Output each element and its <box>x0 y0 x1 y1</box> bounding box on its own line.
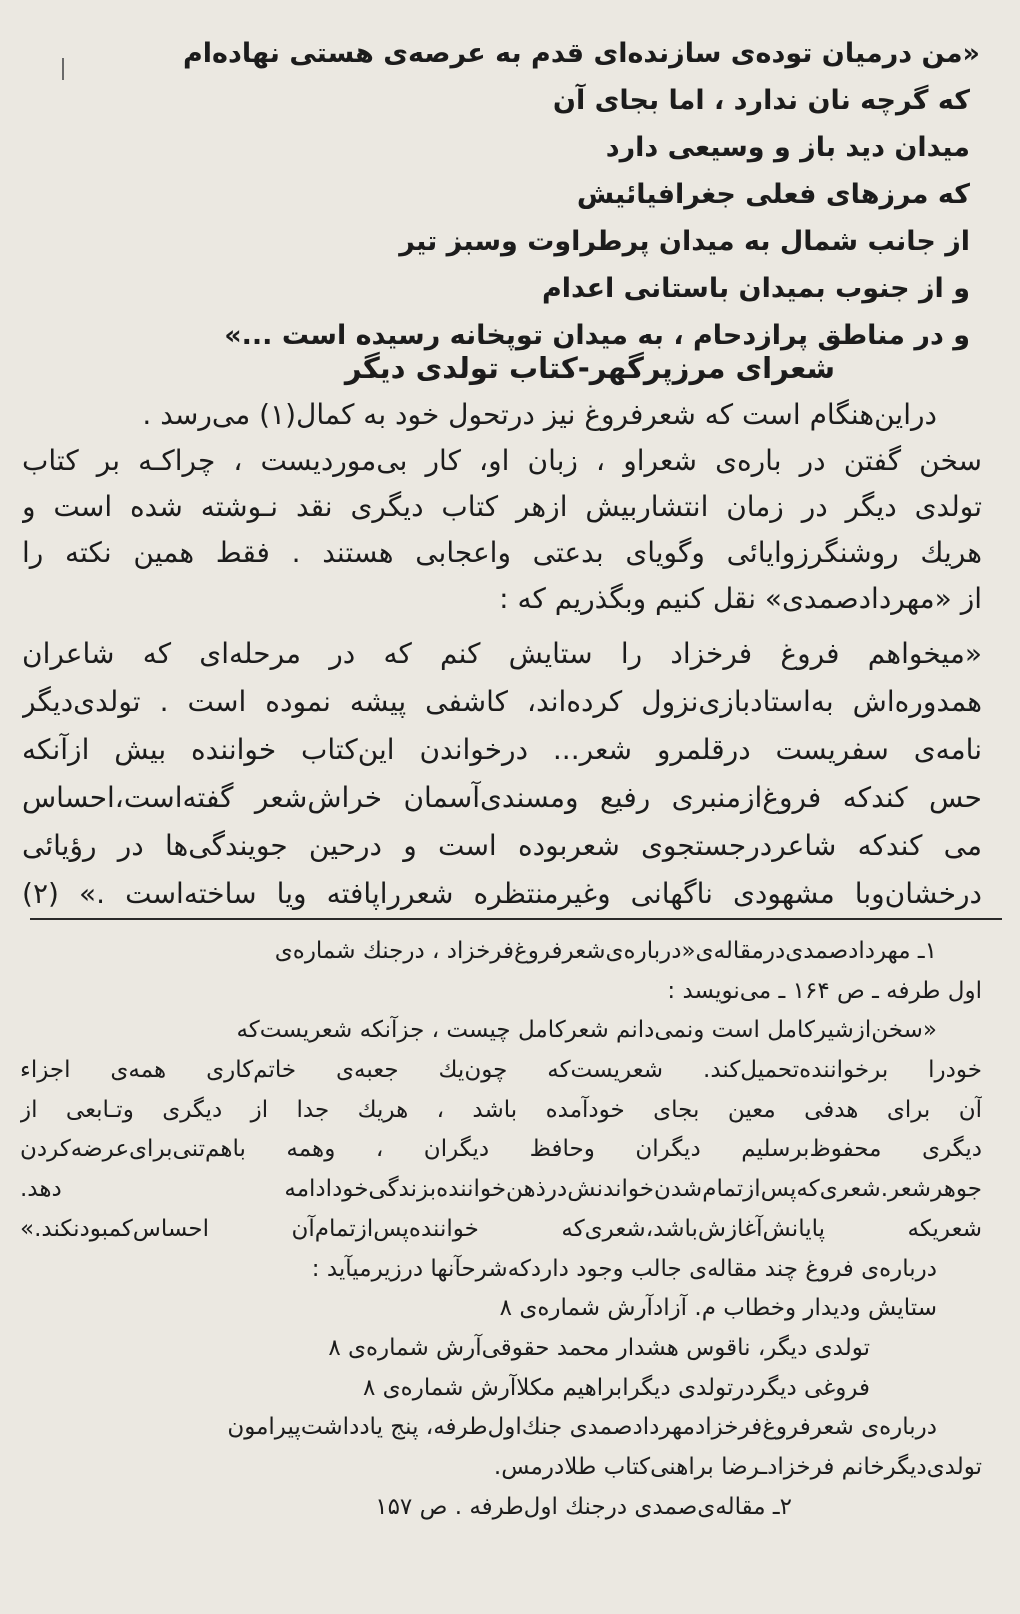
footnote-line: دیگری محفوظ‌برسلیم دیگران وحافظ دیگران ، وهمه باهم‌تنی‌برای‌عرضه‌کردن <box>20 1136 982 1163</box>
footnote-divider <box>30 918 1002 920</box>
poem-line: که مرزهای فعلی جغرافیائیش <box>576 179 970 210</box>
footnotes-section <box>20 932 982 1527</box>
footnote-line: درباره‌ی شعرفروغ‌فرخزادمهردادصمدی جنك‌اول‌طرفه، پنج یادداشت‌پیرامون <box>227 1414 937 1441</box>
poem-line: که گرچه نان ندارد ، اما بجای آن <box>552 85 970 116</box>
body-line: تولدی دیگر در زمان انتشاربیش ازهر کتاب دیگری نقد نـوشته شده است و <box>22 490 982 523</box>
quote-line: «میخواهم فروغ فرخزاد را ستایش کنم که در مرحله‌ای که شاعران <box>22 637 982 670</box>
poem-line: میدان دید باز و وسیعی دارد <box>605 132 970 163</box>
footnote-line: خودرا برخواننده‌تحمیل‌کند. شعریست‌که چون‌یك جعبه‌ی خاتم‌کاری همه‌ی اجزاء <box>20 1057 982 1084</box>
footnote-line: ٢ـ مقاله‌ی‌صمدی درجنك اول‌طرفه . ص ١۵٧ <box>375 1493 792 1520</box>
poem-block <box>40 30 980 359</box>
body-line: هریك روشنگرزوایائی وگویای بدعتی واعجابی هستند . فقط همین نکته را <box>22 536 982 569</box>
footnote-line: اول طرفه ـ ص ١۶۴ ـ می‌نویسد : <box>667 977 982 1004</box>
quote-line: می کندکه شاعردرجستجوی شعربوده است و درحین جویندگی‌ها در رؤیائی <box>22 829 982 862</box>
section-heading: شعرای مرزپرگهر-کتاب تولدی دیگر <box>344 351 835 385</box>
footnote-line: ستایش ودیدار وخطاب م. آزادآرش شماره‌ی ٨ <box>499 1295 937 1322</box>
body-line: سخن گفتن در باره‌ی شعراو ، زبان او، کار بی‌موردیست ، چراکـه بر کتاب <box>22 444 982 477</box>
footnote-line: تولدی دیگر، ناقوس هشدار محمد حقوقی‌آرش شماره‌ی ٨ <box>328 1334 870 1361</box>
body-line: از «مهردادصمدی» نقل کنیم وبگذریم که : <box>499 582 982 615</box>
footnote-line: درباره‌ی فروغ چند مقاله‌ی جالب وجود داردکه‌شرحآنها درزیرمیآید : <box>311 1255 937 1282</box>
poem-line: و در مناطق پرازدحام ، به میدان توپخانه رسیده است ...» <box>224 320 970 351</box>
body-line: دراین‌هنگام است که شعرفروغ نیز درتحول خود به کمال(١) می‌رسد . <box>142 398 937 431</box>
footnote-line: فروغی دیگردرتولدی دیگرابراهیم مکلاآرش شماره‌ی ٨ <box>363 1374 870 1401</box>
footnote-line: جوهرشعر.شعری‌که‌پس‌ازتمام‌شدن‌خواندنش‌درذهن‌خواننده‌بزندگی‌خودادامه دهد. <box>20 1176 982 1203</box>
quote-line: همدوره‌اش به‌استادبازی‌نزول کرده‌اند، کاشفی پیشه نموده است . تولدی‌دیگر <box>22 685 982 718</box>
footnote-line: تولدی‌دیگرخانم فرخزادـرضا براهنی‌کتاب طلادرمس. <box>493 1453 982 1480</box>
quoted-passage <box>22 630 982 918</box>
poem-line: و از جنوب بمیدان باستانی اعدام <box>541 273 970 304</box>
poem-line: از جانب شمال به میدان پرطراوت وسبز تیر <box>399 226 970 257</box>
quote-line: نامه‌ی سفریست درقلمرو شعر... درخواندن این‌کتاب خواننده بیش ازآنکه <box>22 733 982 766</box>
poem-line: «من درمیان توده‌ی سازنده‌ای قدم به عرصه‌ی هستی نهاده‌ام <box>183 38 980 69</box>
footnote-line: ١ـ مهردادصمدی‌درمقاله‌ی«درباره‌ی‌شعرفروغ‌فرخزاد ، درجنك شماره‌ی <box>274 938 937 964</box>
footnote-line: آن برای هدفی معین بجای خودآمده باشد ، هریك جدا از دیگری وتـابعی از <box>20 1096 982 1123</box>
quote-line: حس کندکه فروغ‌ازمنبری رفیع ومسندی‌آسمان خراش‌شعر گفته‌است،احساس <box>22 781 982 814</box>
body-paragraph <box>22 392 982 622</box>
quote-line: درخشان‌وبا مشهودی ناگهانی وغیرمنتظره شعرراپافته ویا ساخته‌است .» (٢) <box>22 877 982 910</box>
footnote-line: «سخن‌ازشیرکامل است ونمی‌دانم شعرکامل چیست ، جزآنکه شعریست‌که <box>236 1017 937 1044</box>
footnote-line: شعریکه پایانش‌آغازش‌باشد،شعری‌که خواننده‌پس‌ازتمام‌آن احساس‌کمبودنکند.» <box>20 1215 982 1242</box>
